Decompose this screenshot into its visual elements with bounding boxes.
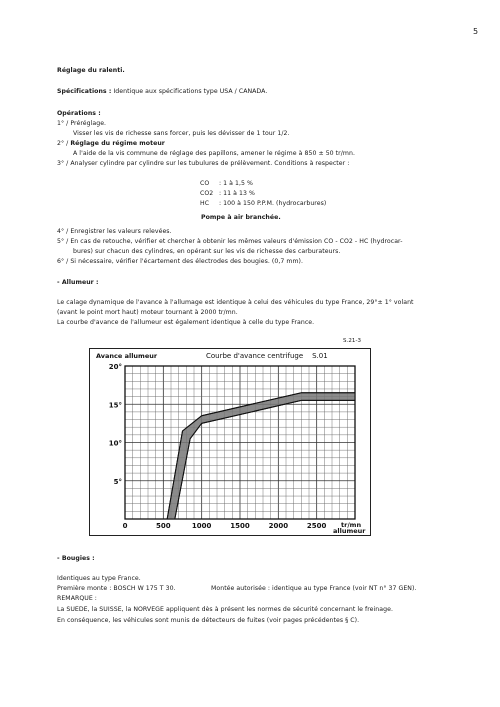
op5-text-2: bures) sur chacun des cylindres, en opérant sur les vis de richesse des carburateurs.: [73, 248, 341, 255]
condition-hc-name: HC: [200, 200, 210, 207]
y-tick-label: 20°: [108, 363, 122, 371]
bougies-line2-montee-autorisee: Montée autorisée : identique au type France (voir NT n° 37 GEN).: [211, 585, 417, 592]
y-tick-label: 15°: [108, 401, 122, 410]
allumeur-para2: La courbe d'avance de l'allumeur est également identique à celle du type France.: [57, 319, 315, 326]
x-axis-unit-label-2: allumeur: [333, 527, 366, 535]
section-title-allumeur: - Allumeur :: [57, 279, 99, 286]
allumeur-para1-line1: Le calage dynamique de l'avance à l'allumage est identique à celui des véhicules du type France, 29°± 1° volant: [57, 299, 414, 306]
chart-title: Courbe d'avance centrifuge S.01: [206, 352, 328, 360]
specifications-text: Identique aux spécifications type USA / CANADA.: [113, 88, 268, 95]
op6-number: 6° /: [57, 258, 69, 265]
allumeur-para1-line2: (avant le point mort haut) moteur tournant à 2000 tr/mn.: [57, 309, 238, 316]
condition-co-name: CO: [200, 180, 210, 187]
bougies-line4: En conséquence, les véhicules sont munis de détecteurs de fuites (voir pages précédentes § C).: [57, 617, 360, 624]
specifications-label: Spécifications :: [57, 88, 112, 95]
bougies-line2-premiere-monte: Première monte : BOSCH W 175 T 30.: [57, 585, 176, 592]
condition-co-value: : 1 à 1,5 %: [219, 180, 253, 187]
y-tick-label: 10°: [108, 439, 122, 448]
op3-text: Analyser cylindre par cylindre sur les tubulures de prélèvement. Conditions à respecter :: [70, 160, 350, 167]
condition-co2-name: CO2: [200, 190, 214, 197]
op5-text-1: En cas de retouche, vérifier et chercher à obtenir les mêmes valeurs d'émission CO - CO2 - HC (hydrocar-: [70, 238, 403, 245]
section-title-bougies: - Bougies :: [57, 555, 95, 562]
op1-title: Préréglage.: [70, 120, 107, 127]
x-tick-label: 1500: [230, 522, 250, 530]
condition-hc-value: : 100 à 150 P.P.M. (hydrocarbures): [219, 200, 327, 207]
section-title-ralenti: Réglage du ralenti.: [57, 67, 125, 74]
bougies-line1: Identiques au type France.: [57, 575, 141, 582]
y-axis-label: Avance allumeur: [96, 352, 158, 360]
x-tick-label: 1000: [191, 522, 212, 530]
op4-number: 4° /: [57, 228, 69, 235]
op3-number: 3° /: [57, 160, 69, 167]
pompe-note: Pompe à air branchée.: [201, 214, 281, 221]
condition-co2-value: : 11 à 13 %: [219, 190, 255, 197]
op6-text: Si nécessaire, vérifier l'écartement des électrodes des bougies. (0,7 mm).: [70, 258, 304, 265]
op5-number: 5° /: [57, 238, 69, 245]
op4-text: Enregistrer les valeurs relevées.: [70, 228, 172, 235]
page-number: 5: [473, 27, 479, 36]
op2-title: Réglage du régime moteur: [70, 140, 165, 147]
y-tick-label: 5°: [113, 477, 122, 486]
op2-number: 2° /: [57, 140, 69, 147]
x-tick-label: 0: [122, 522, 128, 530]
op1-number: 1° /: [57, 120, 69, 127]
chart-reference: S.21-3: [343, 338, 362, 344]
x-tick-label: 2500: [306, 522, 327, 530]
bougies-line3: La SUEDE, la SUISSE, la NORVEGE appliquent dès à présent les normes de sécurité concernant le freinage.: [57, 606, 393, 613]
x-axis-unit-label: tr/mn: [341, 521, 362, 529]
op1-text: Visser les vis de richesse sans forcer, puis les dévisser de 1 tour 1/2.: [73, 130, 290, 137]
remarque-label: REMARQUE :: [57, 595, 97, 602]
op2-text: A l'aide de la vis commune de réglage des papillons, amener le régime à 850 ± 50 tr/mn.: [73, 150, 355, 157]
x-tick-label: 2000: [268, 522, 289, 530]
x-tick-label: 500: [156, 522, 171, 530]
operations-label: Opérations :: [57, 110, 101, 117]
